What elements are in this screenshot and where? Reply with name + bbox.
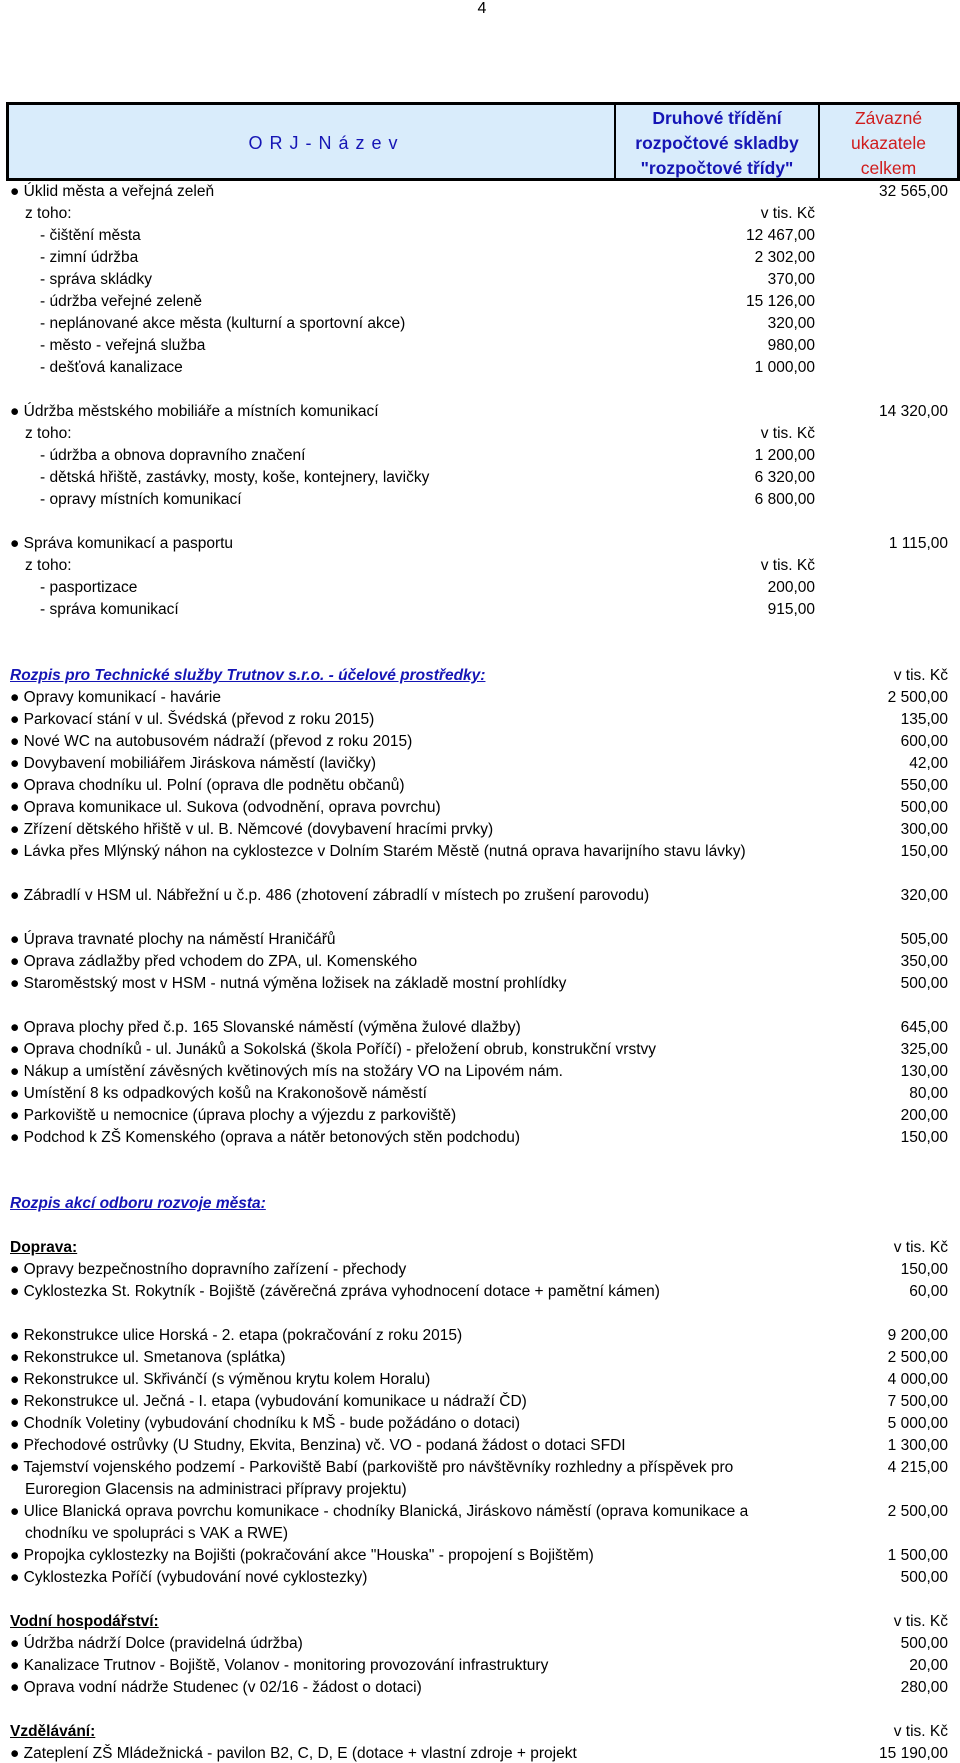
list-item: ● Tajemství vojenského podzemí - Parkoviště Babí (parkoviště pro návštěvníky rozhledny a příspěvek pro Euroregion Glacensis na administraci přípravy projektu) 4 215,00	[10, 1459, 948, 1498]
list-item: ● Staroměstský most v HSM - nutná výměna ložisek na základě mostní prohlídky 500,00	[10, 975, 948, 992]
list-item: ● Oprava komunikace ul. Sukova (odvodnění, oprava povrchu) 500,00	[10, 799, 948, 816]
list-item: ● Zřízení dětského hřiště v ul. B. Němcové (dovybavení hracími prvky) 300,00	[10, 821, 948, 838]
header-budget-class: Druhové třídění rozpočtové skladby "rozpočtové třídy"	[616, 105, 820, 181]
group-title: ● Správa komunikací a pasportu	[10, 535, 234, 552]
header-orj-name: O R J - N á z e v	[9, 105, 616, 181]
page-number: 4	[477, 0, 487, 17]
list-item: - neplánované akce města (kulturní a sportovní akce) 320,00	[40, 315, 815, 332]
list-item: ● Ulice Blanická oprava povrchu komunikace - chodníky Blanická, Jiráskovo náměstí (oprava komunikace a chodníku ve spolupráci s VAK a RWE) 2 500,00	[10, 1503, 948, 1542]
list-item: - město - veřejná služba 980,00	[40, 337, 815, 354]
list-item: - čištění města 12 467,00	[40, 227, 815, 244]
section-heading: Doprava:	[10, 1239, 78, 1256]
list-item: ● Propojka cyklostezky na Bojišti (pokračování akce "Houska" - propojení s Bojištěm) 1 500,00	[10, 1547, 948, 1564]
unit-label: v tis. Kč	[760, 205, 815, 222]
list-item: ● Rekonstrukce ul. Ječná - I. etapa (vybudování komunikace u nádraží ČD) 7 500,00	[10, 1393, 948, 1410]
spacer	[0, 1149, 960, 1171]
list-item: ● Rekonstrukce ulice Horská - 2. etapa (pokračování z roku 2015) 9 200,00	[10, 1327, 948, 1344]
list-item: ● Opravy bezpečnostního dopravního zařízení - přechody 150,00	[10, 1261, 948, 1278]
unit-label: v tis. Kč	[893, 667, 948, 684]
group-total: 1 115,00	[888, 535, 948, 552]
list-item: ● Oprava chodníků - ul. Junáků a Sokolská (škola Poříčí) - přeložení obrub, konstrukční vrstvy 325,00	[10, 1041, 948, 1058]
section-heading-row	[0, 1611, 960, 1633]
list-item: ● Opravy komunikací - havárie 2 500,00	[10, 689, 948, 706]
list-item: ● Parkoviště u nemocnice (úprava plochy a výjezdu z parkoviště) 200,00	[10, 1107, 948, 1124]
list-item: - zimní údržba 2 302,00	[40, 249, 815, 266]
list-item: ● Oprava chodníku ul. Polní (oprava dle podnětu občanů) 550,00	[10, 777, 948, 794]
group-title-row	[0, 533, 960, 555]
list-item: ● Cyklostezka St. Rokytník - Bojiště (závěrečná zpráva vyhodnocení dotace + pamětní kámen) 60,00	[10, 1283, 948, 1300]
list-item: ● Cyklostezka Poříčí (vybudování nové cyklostezky) 500,00	[10, 1569, 948, 1586]
group-title-row	[0, 181, 960, 203]
group-title: ● Úklid města a veřejná zeleň	[10, 183, 215, 200]
spacer	[0, 1171, 960, 1193]
spacer	[0, 1699, 960, 1721]
list-item: ● Úprava travnaté plochy na náměstí Hraničářů 505,00	[10, 931, 948, 948]
ts-heading-row	[0, 665, 960, 687]
ts-heading: Rozpis pro Technické služby Trutnov s.r.o. - účelové prostředky:	[10, 667, 486, 684]
orm-heading-row	[0, 1193, 960, 1215]
unit-label: v tis. Kč	[760, 425, 815, 442]
spacer	[0, 621, 960, 643]
spacer	[0, 1589, 960, 1611]
unit-label: v tis. Kč	[893, 1723, 948, 1740]
list-item: - údržba a obnova dopravního značení 1 200,00	[40, 447, 815, 464]
list-item: ● Oprava zádlažby před vchodem do ZPA, ul. Komenského 350,00	[10, 953, 948, 970]
unit-label: v tis. Kč	[893, 1613, 948, 1630]
section-heading-row	[0, 1721, 960, 1743]
list-item: - údržba veřejné zeleně 15 126,00	[40, 293, 815, 310]
group-total: 32 565,00	[879, 183, 948, 200]
table-header	[6, 102, 960, 181]
section-heading: Vodní hospodářství:	[10, 1613, 159, 1630]
group-title: ● Údržba městského mobiliáře a místních komunikací	[10, 403, 379, 420]
list-item: ● Přechodové ostrůvky (U Studny, Ekvita, Benzina) vč. VO - podaná žádost o dotaci SFDI 1 300,00	[10, 1437, 948, 1454]
document-body	[0, 181, 960, 1763]
group-title-row	[0, 401, 960, 423]
list-item: - správa komunikací 915,00	[40, 601, 815, 618]
section-heading: Vzdělávání:	[10, 1723, 96, 1740]
list-item: ● Nové WC na autobusovém nádraží (převod z roku 2015) 600,00	[10, 733, 948, 750]
list-item: - pasportizace 200,00	[40, 579, 815, 596]
spacer	[0, 1215, 960, 1237]
unit-label: v tis. Kč	[893, 1239, 948, 1256]
list-item: ● Zateplení ZŠ Mládežnická - pavilon B2, C, D, E (dotace + vlastní zdroje + projekt 15 190,00	[10, 1745, 948, 1762]
list-item: - opravy místních komunikací 6 800,00	[40, 491, 815, 508]
list-item: - správa skládky 370,00	[40, 271, 815, 288]
spacer	[0, 643, 960, 665]
list-item: ● Podchod k ZŠ Komenského (oprava a nátěr betonových stěn podchodu) 150,00	[10, 1129, 948, 1146]
unit-label: v tis. Kč	[760, 557, 815, 574]
orm-heading: Rozpis akcí odboru rozvoje města:	[10, 1195, 266, 1212]
list-item: ● Umístění 8 ks odpadkových košů na Krakonošově náměstí 80,00	[10, 1085, 948, 1102]
list-item: ● Zábradlí v HSM ul. Nábřežní u č.p. 486 (zhotovení zábradlí v místech po zrušení parovodu) 320,00	[10, 887, 948, 904]
subheader-row: z toho: v tis. Kč	[0, 555, 960, 577]
list-item: ● Oprava plochy před č.p. 165 Slovanské náměstí (výměna žulové dlažby) 645,00	[10, 1019, 948, 1036]
list-item: ● Chodník Voletiny (vybudování chodníku k MŠ - bude požádáno o dotaci) 5 000,00	[10, 1415, 948, 1432]
list-item: ● Rekonstrukce ul. Smetanova (splátka) 2 500,00	[10, 1349, 948, 1366]
spacer	[0, 379, 960, 401]
group-total: 14 320,00	[879, 403, 948, 420]
list-item: ● Nákup a umístění závěsných květinových mís na stožáry VO na Lipovém nám. 130,00	[10, 1063, 948, 1080]
list-item: ● Kanalizace Trutnov - Bojiště, Volanov - monitoring provozování infrastruktury 20,00	[10, 1657, 948, 1674]
subheader-row: z toho: v tis. Kč	[0, 203, 960, 225]
list-item: - dětská hřiště, zastávky, mosty, koše, kontejnery, lavičky 6 320,00	[40, 469, 815, 486]
list-item: ● Dovybavení mobiliářem Jiráskova náměstí (lavičky) 42,00	[10, 755, 948, 772]
subheader-row: z toho: v tis. Kč	[0, 423, 960, 445]
list-item: ● Lávka přes Mlýnský náhon na cyklostezce v Dolním Starém Městě (nutná oprava havarijního stavu lávky) 150,00	[10, 843, 948, 860]
list-item: ● Údržba nádrží Dolce (pravidelná údržba) 500,00	[10, 1635, 948, 1652]
list-item: ● Rekonstrukce ul. Skřivánčí (s výměnou krytu kolem Horalu) 4 000,00	[10, 1371, 948, 1388]
section-heading-row	[0, 1237, 960, 1259]
list-item: ● Oprava vodní nádrže Studenec (v 02/16 - žádost o dotaci) 280,00	[10, 1679, 948, 1696]
list-item: ● Parkovací stání v ul. Švédská (převod z roku 2015) 135,00	[10, 711, 948, 728]
list-item: - dešťová kanalizace 1 000,00	[40, 359, 815, 376]
header-binding-indicators: Závazné ukazatele celkem	[820, 105, 957, 181]
spacer	[0, 511, 960, 533]
